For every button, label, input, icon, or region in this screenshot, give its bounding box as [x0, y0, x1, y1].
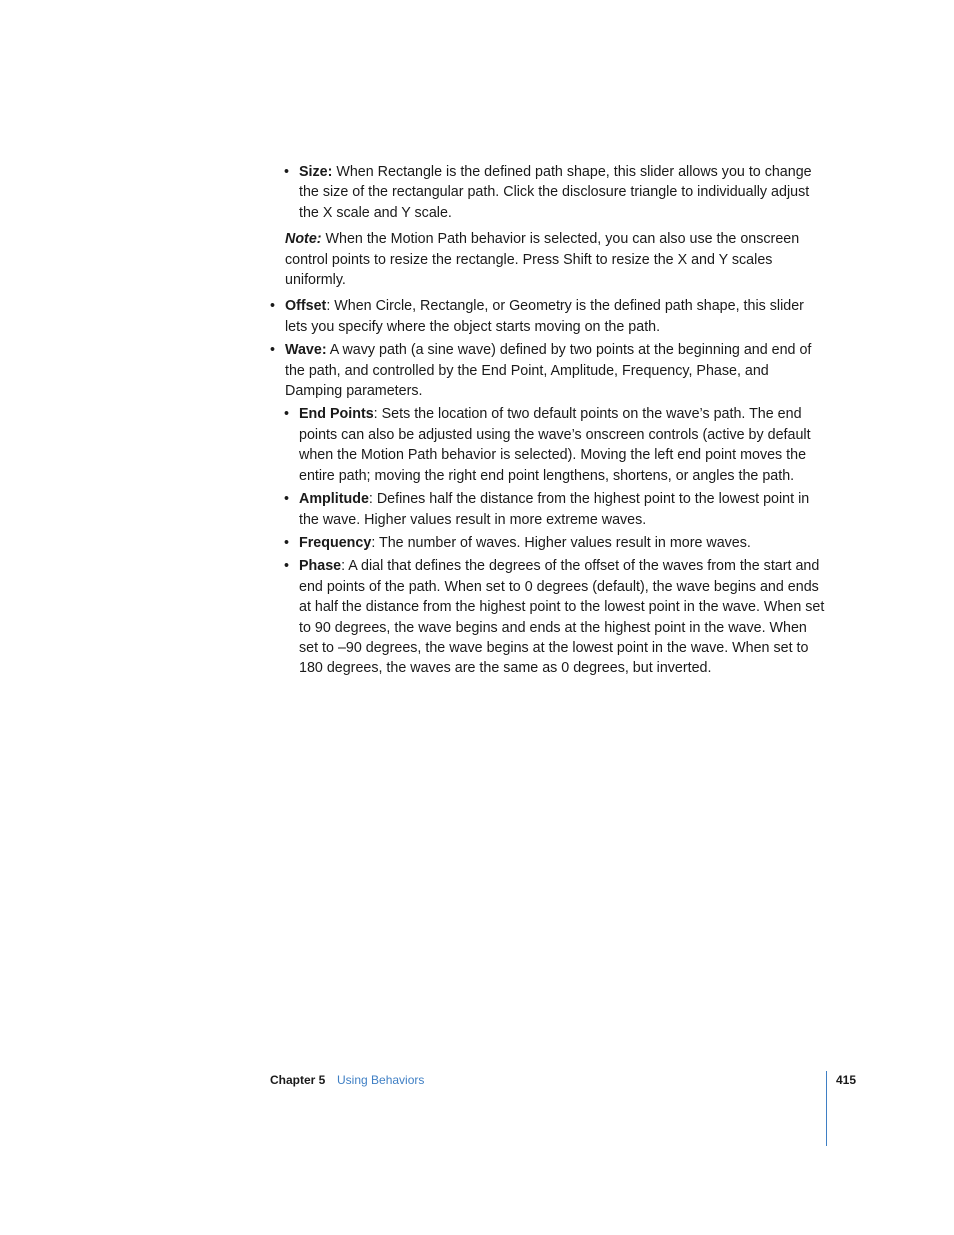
page-number: 415 — [836, 1073, 857, 1087]
bullet-dot: • — [270, 342, 276, 359]
footer-chapter-title: Using Behaviors — [337, 1073, 425, 1087]
note-paragraph — [270, 229, 826, 290]
bullet-dot: • — [284, 534, 290, 551]
term-phase: Phase — [299, 558, 342, 575]
bullet-size — [270, 162, 826, 223]
bullet-offset — [270, 296, 826, 337]
desc-end-points: : Sets the location of two default points on the wave’s path. The end points can also be adjusted using the wave’s onscreen controls (active by default when the Motion Path behavior is selected). Moving the left end point moves the entire path; moving the right end point lengthens, shortens, or angles the path. — [299, 406, 811, 484]
desc-phase: : A dial that defines the degrees of the offset of the waves from the start and end points of the path. When set to 0 degrees (default), the wave begins and ends at half the distance from the highest point to the lowest point in the wave. When set to 90 degrees, the wave begins and ends at the highest point in the wave. When set to –90 degrees, the wave begins at the lowest point in the wave. When set to 180 degrees, the waves are the same as 0 degrees, but inverted. — [299, 558, 825, 677]
bullet-dot: • — [284, 558, 290, 575]
desc-offset: : When Circle, Rectangle, or Geometry is the defined path shape, this slider lets you specify where the object starts moving on the path. — [285, 298, 804, 335]
term-amplitude: Amplitude — [299, 491, 369, 508]
note-label: Note: — [285, 231, 322, 248]
desc-size: When Rectangle is the defined path shape, this slider allows you to change the size of the rectangular path. Click the disclosure triangle to individually adjust the X scale and Y scale. — [299, 164, 812, 221]
term-frequency: Frequency — [299, 534, 372, 551]
desc-frequency: : The number of waves. Higher values result in more waves. — [371, 534, 751, 551]
note-text: When the Motion Path behavior is selected, you can also use the onscreen control points to resize the rectangle. Press Shift to resize the X and Y scales uniformly. — [285, 231, 800, 289]
desc-amplitude: : Defines half the distance from the highest point to the lowest point in the wave. Higher values result in more extreme waves. — [299, 491, 810, 528]
term-offset: Offset — [285, 298, 327, 315]
desc-wave: A wavy path (a sine wave) defined by two points at the beginning and end of the path, and controlled by the End Point, Amplitude, Frequency, Phase, and Damping parameters. — [285, 342, 812, 400]
bullet-dot: • — [284, 406, 290, 423]
term-end-points: End Points — [299, 406, 374, 423]
term-wave: Wave: — [285, 342, 327, 359]
bullet-end-points — [270, 404, 826, 486]
bullet-phase — [270, 556, 826, 678]
bullet-amplitude — [270, 489, 826, 530]
footer-divider — [826, 1071, 827, 1146]
bullet-dot: • — [284, 164, 290, 180]
bullet-dot: • — [270, 298, 276, 315]
bullet-dot: • — [284, 491, 290, 508]
term-size: Size: — [299, 164, 333, 180]
footer-chapter: Chapter 5 — [270, 1073, 326, 1087]
body-text — [270, 162, 826, 682]
bullet-wave — [270, 340, 826, 401]
bullet-frequency — [270, 533, 826, 553]
